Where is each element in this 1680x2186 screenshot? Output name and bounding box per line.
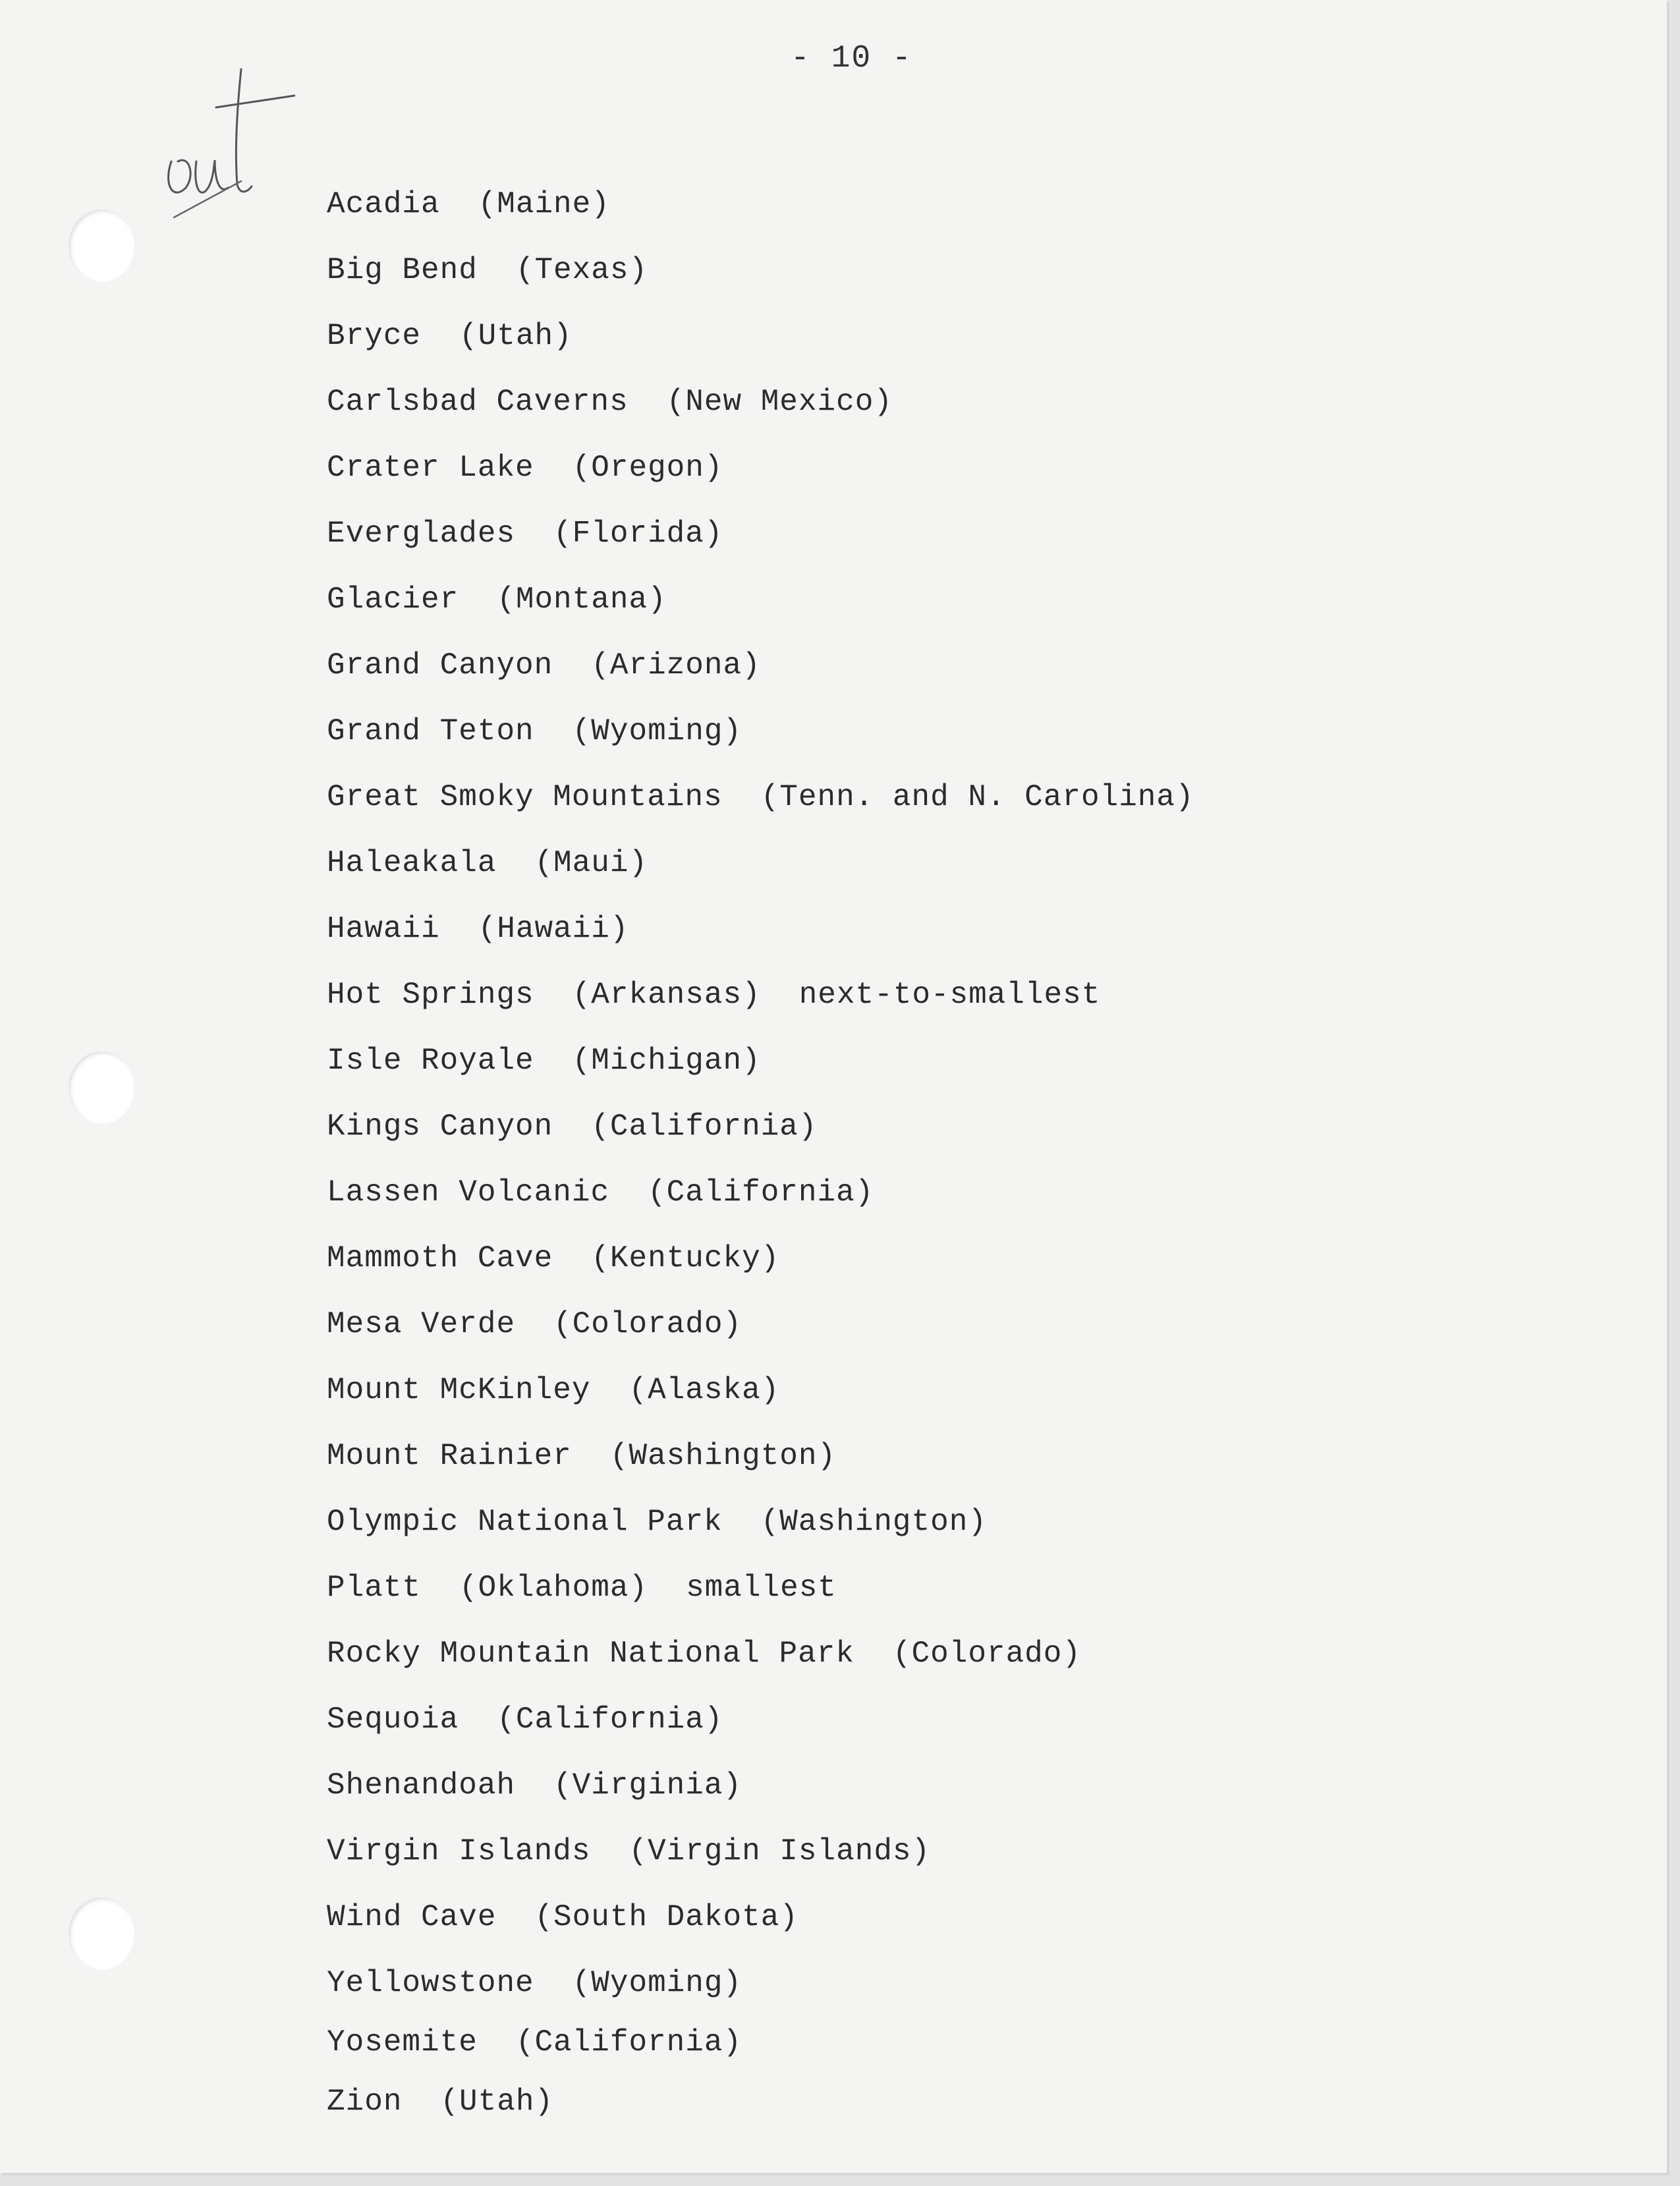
park-location: (Virgin Islands) [629,1834,931,1868]
park-entry [327,1094,1194,1160]
punch-hole [69,1051,134,1124]
park-name: Mesa Verde [327,1307,516,1341]
park-entry [327,698,1194,764]
park-location: (Florida) [553,517,723,551]
page-number: - 10 - [791,41,912,76]
park-name: Big Bend [327,253,478,287]
park-name: Mammoth Cave [327,1241,553,1275]
park-location: (Kentucky) [591,1241,780,1275]
park-location: (Washington) [760,1505,987,1539]
park-name: Mount McKinley [327,1373,591,1407]
park-location: (Michigan) [572,1044,761,1078]
park-entry [327,1489,1194,1555]
park-location: (Arkansas) [572,978,761,1012]
park-location: (California) [648,1175,874,1210]
park-name: Great Smoky Mountains [327,780,723,814]
park-location: (California) [515,2025,742,2060]
park-entry [327,1621,1194,1687]
park-entry [327,171,1194,237]
park-entry [327,1818,1194,1884]
park-location: (Oklahoma) [459,1571,648,1605]
park-note: next-to-smallest [798,978,1101,1012]
park-name: Crater Lake [327,451,534,485]
park-entry [327,1028,1194,1094]
park-entry [327,303,1194,369]
park-entry [327,2016,1194,2069]
park-name: Grand Teton [327,714,534,748]
park-name: Mount Rainier [327,1439,572,1473]
national-park-list [327,171,1194,2135]
park-location: (Utah) [459,319,573,353]
park-name: Hot Springs [327,978,534,1012]
park-name: Lassen Volcanic [327,1175,610,1210]
park-location: (Maine) [478,187,610,221]
park-entry [327,1225,1194,1291]
park-entry [327,1884,1194,1950]
park-name: Shenandoah [327,1768,516,1803]
park-name: Isle Royale [327,1044,534,1078]
park-entry [327,369,1194,435]
park-location: (Virginia) [553,1768,742,1803]
park-name: Glacier [327,582,459,617]
park-entry [327,567,1194,632]
handwritten-margin-note [163,63,295,227]
park-entry [327,632,1194,698]
park-entry [327,435,1194,501]
park-name: Sequoia [327,1702,459,1737]
park-location: (California) [591,1109,818,1144]
park-entry [327,1950,1194,2016]
park-location: (Utah) [440,2085,554,2119]
park-name: Kings Canyon [327,1109,553,1144]
park-name: Yosemite [327,2025,478,2060]
park-entry [327,1687,1194,1752]
park-entry [327,1291,1194,1357]
park-location: (Colorado) [892,1637,1081,1671]
park-entry [327,1752,1194,1818]
park-note: smallest [686,1571,837,1605]
park-name: Acadia [327,187,440,221]
park-name: Carlsbad Caverns [327,385,629,419]
park-location: (California) [497,1702,723,1737]
park-name: Bryce [327,319,422,353]
park-location: (Maui) [534,846,648,880]
park-name: Grand Canyon [327,648,553,683]
park-location: (Montana) [497,582,667,617]
park-location: (Wyoming) [572,714,742,748]
park-entry [327,237,1194,303]
park-location: (Hawaii) [478,912,629,946]
park-name: Hawaii [327,912,440,946]
park-name: Olympic National Park [327,1505,723,1539]
park-location: (Texas) [515,253,648,287]
punch-hole [69,210,134,282]
park-location: (Colorado) [553,1307,742,1341]
park-location: (Washington) [609,1439,837,1473]
park-name: Virgin Islands [327,1834,591,1868]
park-name: Wind Cave [327,1900,497,1934]
park-location: (Wyoming) [572,1966,742,2000]
park-location: (Alaska) [629,1373,780,1407]
punch-hole [69,1897,134,1970]
park-name: Rocky Mountain National Park [327,1637,854,1671]
park-name: Yellowstone [327,1966,534,2000]
park-name: Haleakala [327,846,497,880]
park-entry [327,1357,1194,1423]
park-entry [327,501,1194,567]
park-location: (Tenn. and N. Carolina) [760,780,1194,814]
park-name: Platt [327,1571,422,1605]
park-location: (South Dakota) [534,1900,798,1934]
park-name: Everglades [327,517,516,551]
park-entry [327,1160,1194,1225]
park-entry [327,764,1194,830]
park-entry [327,2069,1194,2135]
park-entry [327,962,1194,1028]
park-location: (New Mexico) [666,385,893,419]
park-name: Zion [327,2085,403,2119]
park-entry [327,1423,1194,1489]
park-entry [327,896,1194,962]
park-location: (Oregon) [572,451,723,485]
park-entry [327,830,1194,896]
park-location: (Arizona) [591,648,761,683]
park-entry [327,1555,1194,1621]
